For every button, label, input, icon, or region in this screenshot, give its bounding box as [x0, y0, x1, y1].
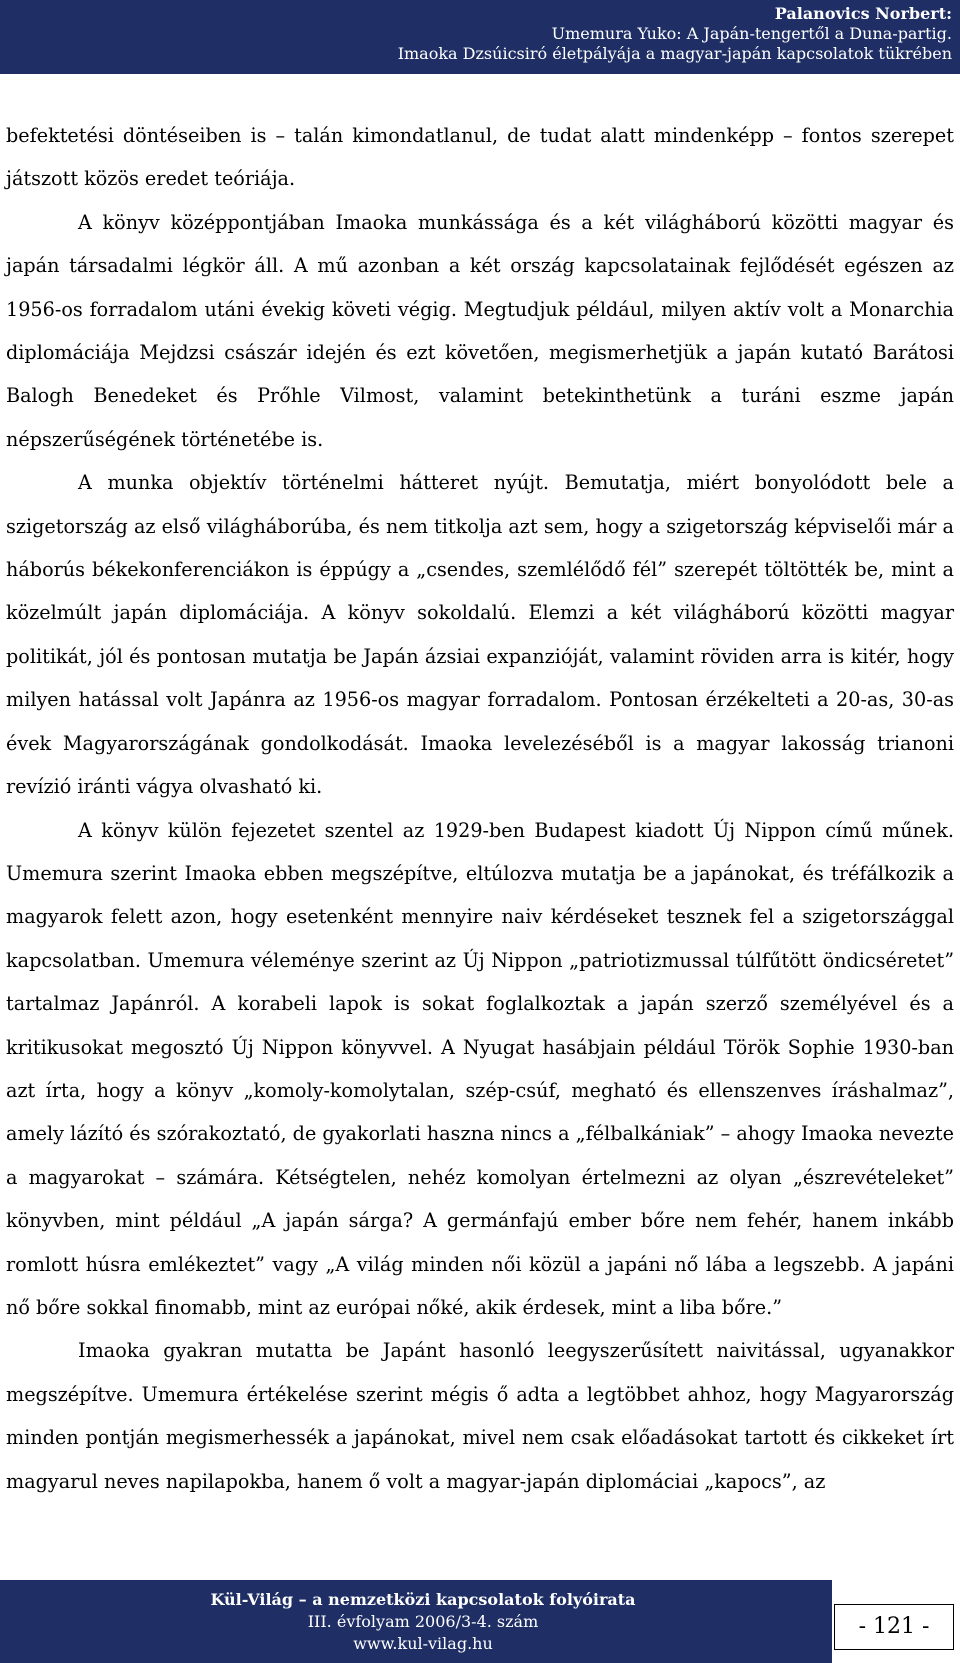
paragraph-5: Imaoka gyakran mutatta be Japánt hasonló leegyszerűsített naivitással, ugyanakkor megszépítve. Umemura értékelése szerint mégis ő adta a legtöbbet ahhoz, hogy Magyarország minden pontján megismerhessék a japánokat, mivel nem csak előadásokat tartott és cikkeket írt magyarul neves napilapokba, hanem ő volt a magyar-japán diplomáciai „kapocs”, az [6, 1339, 954, 1493]
page-footer [0, 1580, 960, 1663]
paragraph-3: A munka objektív történelmi hátteret nyújt. Bemutatja, miért bonyolódott bele a szigetország az első világháborúba, és nem titkolja azt sem, hogy a szigetország képviselői már a háborús békekonferenciákon is éppúgy a „csendes, szemlélődő fél” szerepét töltötték be, mint a közelmúlt japán diplomáciája. A könyv sokoldalú. Elemzi a két világháború közötti magyar politikát, jól és pontosan mutatja be Japán ázsiai expanzióját, valamint röviden arra is kitér, hogy milyen hatással volt Japánra az 1956-os magyar forradalom. Pontosan érzékelteti a 20-as, 30-as évek Magyarországának gondolkodását. Imaoka levelezéséből is a magyar lakosság trianoni revízió iránti vágya olvasható ki. [6, 471, 954, 799]
footer-journal-banner [0, 1580, 832, 1663]
paragraph-4: A könyv külön fejezetet szentel az 1929-ben Budapest kiadott Új Nippon című műnek. Umemura szerint Imaoka ebben megszépítve, eltúlozva mutatja be a japánokat, és tréfálkozik a magyarok felett azon, hogy esetenként mennyire naiv kérdéseket tesznek fel a szigetországgal kapcsolatban. Umemura véleménye szerint az Új Nippon „patriotizmussal túlfűtött öndicséretet” tartalmaz Japánról. A korabeli lapok is sokat foglalkoztak a japán szerző személyével és a kritikusokat megosztó Új Nippon könyvvel. A Nyugat hasábjain például Török Sophie 1930-ban azt írta, hogy a könyv „komoly-komolytalan, szép-csúf, megható és ellenszenves íráshalmaz”, amely lázító és szórakoztató, de gyakorlati haszna nincs a „félbalkániak” – ahogy Imaoka nevezte a magyarokat – számára. Kétségtelen, nehéz komolyan értelmezni az olyan „észrevételeket” könyvben, mint például „A japán sárga? A germánfajú ember bőre nem fehér, hanem inkább romlott húsra emlékeztet” vagy „A világ minden női közül a japáni nő lába a legszebb. A japáni nő bőre sokkal finomabb, mint az európai nőké, akik érdesek, mint a liba bőre.” [6, 818, 954, 1319]
page-number: - 121 - [834, 1604, 954, 1650]
footer-url: www.kul-vilag.hu [353, 1634, 493, 1653]
article-body [6, 114, 954, 1503]
paragraph-2: A könyv középpontjában Imaoka munkássága és a két világháború közötti magyar és japán társadalmi légkör áll. A mű azonban a két ország kapcsolatainak fejlődését egészen az 1956-os forradalom utáni évekig követi végig. Megtudjuk például, milyen aktív volt a Monarchia diplomáciája Mejdzsi császár idején és ezt követően, megismerhetjük a japán kutató Barátosi Balogh Benedeket és Prőhle Vilmost, valamint betekinthetünk a turáni eszme japán népszerűségének történetébe is. [6, 210, 954, 451]
header-author: Palanovics Norbert: [774, 4, 952, 23]
footer-issue: III. évfolyam 2006/3-4. szám [307, 1612, 539, 1631]
header-book-title: Umemura Yuko: A Japán-tengertől a Duna-partig. [551, 24, 952, 43]
page-header [0, 0, 960, 74]
footer-journal-name: Kül-Világ – a nemzetközi kapcsolatok folyóirata [210, 1590, 636, 1609]
header-book-subtitle: Imaoka Dzsúicsiró életpályája a magyar-japán kapcsolatok tükrében [397, 44, 952, 63]
paragraph-1: befektetési döntéseiben is – talán kimondatlanul, de tudat alatt mindenképp – fontos szerepet játszott közös eredet teóriája. [6, 124, 954, 191]
